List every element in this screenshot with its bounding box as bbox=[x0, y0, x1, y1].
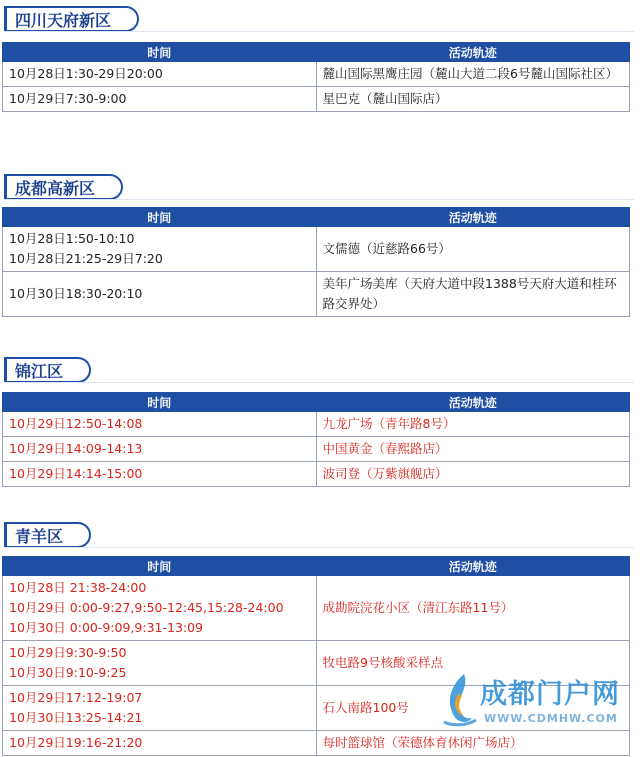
time-line: 10月30日9:10-9:25 bbox=[9, 665, 127, 680]
table-row bbox=[3, 62, 630, 87]
column-header-time: 时间 bbox=[3, 393, 317, 412]
track-table bbox=[2, 207, 630, 317]
time-line: 10月29日19:16-21:20 bbox=[9, 735, 143, 750]
track-cell: 九龙广场（青年路8号） bbox=[316, 412, 630, 437]
time-cell bbox=[3, 731, 317, 756]
time-line: 10月29日14:14-15:00 bbox=[9, 466, 143, 481]
time-cell bbox=[3, 462, 317, 487]
time-cell bbox=[3, 437, 317, 462]
time-line: 10月28日21:25-29日7:20 bbox=[9, 251, 163, 266]
time-line: 10月30日 0:00-9:09,9:31-13:09 bbox=[9, 620, 204, 635]
table-row bbox=[3, 227, 630, 272]
table-header-row bbox=[3, 557, 630, 576]
track-cell: 波司登（万紫旗舰店） bbox=[316, 462, 630, 487]
district-section bbox=[4, 174, 634, 200]
district-divider bbox=[4, 31, 634, 32]
time-line: 10月28日1:50-10:10 bbox=[9, 231, 135, 246]
time-cell bbox=[3, 62, 317, 87]
district-section bbox=[4, 357, 634, 383]
table-row bbox=[3, 412, 630, 437]
track-cell: 中国黄金（春熙路店） bbox=[316, 437, 630, 462]
track-table bbox=[2, 42, 630, 112]
time-cell bbox=[3, 227, 317, 272]
district-section bbox=[4, 6, 634, 32]
table-header-row bbox=[3, 43, 630, 62]
district-divider bbox=[4, 547, 634, 548]
table-row bbox=[3, 87, 630, 112]
track-cell: 麓山国际黑鹰庄园（麓山大道二段6号麓山国际社区） bbox=[316, 62, 630, 87]
track-cell: 美年广场美库（天府大道中段1388号天府大道和桂环路交界处） bbox=[316, 272, 630, 317]
time-cell bbox=[3, 641, 317, 686]
track-cell: 成勘院浣花小区（清江东路11号） bbox=[316, 576, 630, 641]
watermark-title: 成都门户网 bbox=[480, 679, 620, 710]
district-title: 四川天府新区 bbox=[4, 6, 139, 32]
time-line: 10月28日 21:38-24:00 bbox=[9, 580, 147, 595]
table-row bbox=[3, 462, 630, 487]
column-header-time: 时间 bbox=[3, 43, 317, 62]
time-cell bbox=[3, 412, 317, 437]
time-cell bbox=[3, 686, 317, 731]
flame-swirl-logo-icon bbox=[440, 672, 480, 728]
column-header-track: 活动轨迹 bbox=[316, 43, 630, 62]
district-divider bbox=[4, 199, 634, 200]
column-header-track: 活动轨迹 bbox=[316, 393, 630, 412]
track-cell: 石人南路100号 bbox=[316, 686, 630, 731]
track-cell: 文儒德（近慈路66号） bbox=[316, 227, 630, 272]
track-cell: 牧电路9号核酸采样点 bbox=[316, 641, 630, 686]
district-title: 青羊区 bbox=[4, 522, 91, 548]
district-title: 成都高新区 bbox=[4, 174, 123, 200]
table-header-row bbox=[3, 208, 630, 227]
site-watermark bbox=[440, 668, 640, 748]
time-cell bbox=[3, 87, 317, 112]
district-section bbox=[4, 522, 634, 548]
time-line: 10月29日7:30-9:00 bbox=[9, 91, 127, 106]
time-line: 10月28日1:30-29日20:00 bbox=[9, 66, 163, 81]
district-title: 锦江区 bbox=[4, 357, 91, 383]
track-table bbox=[2, 392, 630, 487]
time-line: 10月30日18:30-20:10 bbox=[9, 286, 143, 301]
column-header-time: 时间 bbox=[3, 208, 317, 227]
column-header-track: 活动轨迹 bbox=[316, 208, 630, 227]
time-cell bbox=[3, 576, 317, 641]
district-divider bbox=[4, 382, 634, 383]
table-row bbox=[3, 272, 630, 317]
track-cell: 星巴克（麓山国际店） bbox=[316, 87, 630, 112]
time-line: 10月29日14:09-14:13 bbox=[9, 441, 143, 456]
table-row bbox=[3, 576, 630, 641]
time-line: 10月29日17:12-19:07 bbox=[9, 690, 143, 705]
time-line: 10月29日12:50-14:08 bbox=[9, 416, 143, 431]
track-cell: 每时篮球馆（荣德体育休闲广场店） bbox=[316, 731, 630, 756]
table-row bbox=[3, 437, 630, 462]
time-line: 10月29日9:30-9:50 bbox=[9, 645, 127, 660]
column-header-time: 时间 bbox=[3, 557, 317, 576]
time-line: 10月29日 0:00-9:27,9:50-12:45,15:28-24:00 bbox=[9, 600, 284, 615]
time-line: 10月30日13:25-14:21 bbox=[9, 710, 143, 725]
watermark-url: WWW.CDMHW.COM bbox=[484, 712, 618, 725]
column-header-track: 活动轨迹 bbox=[316, 557, 630, 576]
table-header-row bbox=[3, 393, 630, 412]
time-cell bbox=[3, 272, 317, 317]
